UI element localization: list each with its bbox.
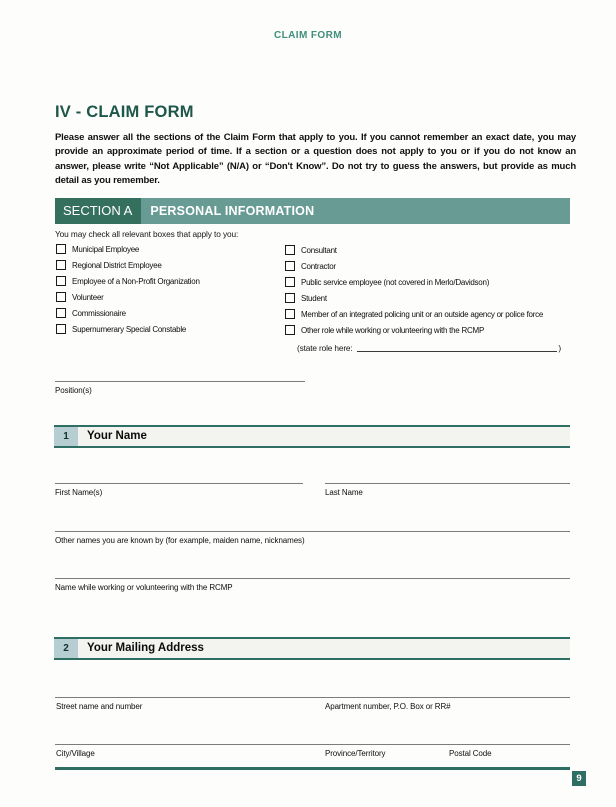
state-role-label: (state role here: <box>297 343 353 353</box>
checkbox-label: Supernumerary Special Constable <box>72 324 187 334</box>
section-a-header <box>55 198 570 224</box>
field-city-row <box>55 744 570 764</box>
checkbox-row-integrated-policing-member <box>285 306 543 322</box>
checkbox[interactable] <box>56 244 66 254</box>
checkbox-column-right <box>285 242 543 338</box>
field-last-name <box>325 483 570 497</box>
section-2-header <box>54 637 570 660</box>
checkbox-label: Contractor <box>301 261 336 271</box>
field-label: Last Name <box>325 488 363 497</box>
checkbox[interactable] <box>285 325 295 335</box>
field-other-names <box>55 531 570 545</box>
checkbox-row-contractor <box>285 258 543 274</box>
form-title: IV - CLAIM FORM <box>55 103 194 121</box>
checkbox[interactable] <box>285 293 295 303</box>
field-street-row <box>55 697 570 717</box>
checkbox-label: Member of an integrated policing unit or an outside agency or police force <box>301 309 544 319</box>
field-label: Apartment number, P.O. Box or RR# <box>325 702 451 711</box>
field-rcmp-name <box>55 578 570 592</box>
checkbox-row-other-role <box>285 322 543 338</box>
checkbox-row-student <box>285 290 543 306</box>
checkbox-label: Commissionaire <box>72 308 126 318</box>
field-label: Other names you are known by (for example, maiden name, nicknames) <box>55 536 305 545</box>
checkbox-row-nonprofit-employee <box>56 273 200 289</box>
checkbox[interactable] <box>56 276 66 286</box>
intro-text: Please answer all the sections of the Claim Form that apply to you. If you cannot remember an exact date, you may provide an approximate period of time. If a section or a question does not apply to you or if you do not know an answer, please write “Not Applicable” (N/A) or “Don't Know”. Do not try to guess the answers, but provide as much detail as you remember. <box>55 132 576 187</box>
checkbox[interactable] <box>56 260 66 270</box>
field-label: Postal Code <box>449 749 492 758</box>
state-role-line[interactable] <box>357 342 558 352</box>
state-role-close-paren: ) <box>558 343 561 353</box>
field-positions <box>55 381 305 395</box>
checkbox[interactable] <box>56 324 66 334</box>
checkbox-row-regional-district-employee <box>56 257 200 273</box>
running-header: CLAIM FORM <box>274 30 342 41</box>
field-label: First Name(s) <box>55 488 103 497</box>
checkbox-label: Volunteer <box>72 292 104 302</box>
checkbox[interactable] <box>285 261 295 271</box>
section-title: Your Name <box>87 430 147 442</box>
field-label: Province/Territory <box>325 749 386 758</box>
checkbox[interactable] <box>285 309 295 319</box>
checkbox[interactable] <box>56 292 66 302</box>
checkbox[interactable] <box>285 245 295 255</box>
checkbox-row-consultant <box>285 242 543 258</box>
checkbox-label: Consultant <box>301 245 337 255</box>
checkbox-label: Municipal Employee <box>72 244 140 254</box>
field-label: Name while working or volunteering with the RCMP <box>55 583 233 592</box>
field-line[interactable] <box>55 697 570 698</box>
checkbox-label: Regional District Employee <box>72 260 162 270</box>
section-a-title: PERSONAL INFORMATION <box>141 198 570 224</box>
field-label: Street name and number <box>56 702 143 711</box>
checkbox-column-left <box>56 241 200 337</box>
checkbox-row-public-service-employee <box>285 274 543 290</box>
checkbox[interactable] <box>56 308 66 318</box>
checkbox-row-commissionaire <box>56 305 200 321</box>
checkbox-row-supernumerary-constable <box>56 321 200 337</box>
checkbox-row-municipal-employee <box>56 241 200 257</box>
section-title: Your Mailing Address <box>87 642 204 654</box>
field-line[interactable] <box>55 744 570 745</box>
checkbox[interactable] <box>285 277 295 287</box>
checkbox-label: Other role while working or volunteering with the RCMP <box>301 325 485 335</box>
state-role-row <box>297 342 561 353</box>
checkbox-label: Employee of a Non-Profit Organization <box>72 276 200 286</box>
field-label: Position(s) <box>55 386 92 395</box>
field-first-name <box>55 483 303 497</box>
checkbox-row-volunteer <box>56 289 200 305</box>
section-number-badge: 2 <box>54 639 78 658</box>
checkbox-label: Public service employee (not covered in Merlo/Davidson) <box>301 277 490 287</box>
field-label: City/Village <box>56 749 95 758</box>
page-number: 9 <box>572 771 586 786</box>
section-a-label: SECTION A <box>55 198 141 224</box>
footer-rule <box>55 767 570 770</box>
checkbox-label: Student <box>301 293 327 303</box>
checkbox-instruction: You may check all relevant boxes that apply to you: <box>55 229 239 239</box>
section-1-header <box>54 425 570 448</box>
section-number-badge: 1 <box>54 427 78 446</box>
